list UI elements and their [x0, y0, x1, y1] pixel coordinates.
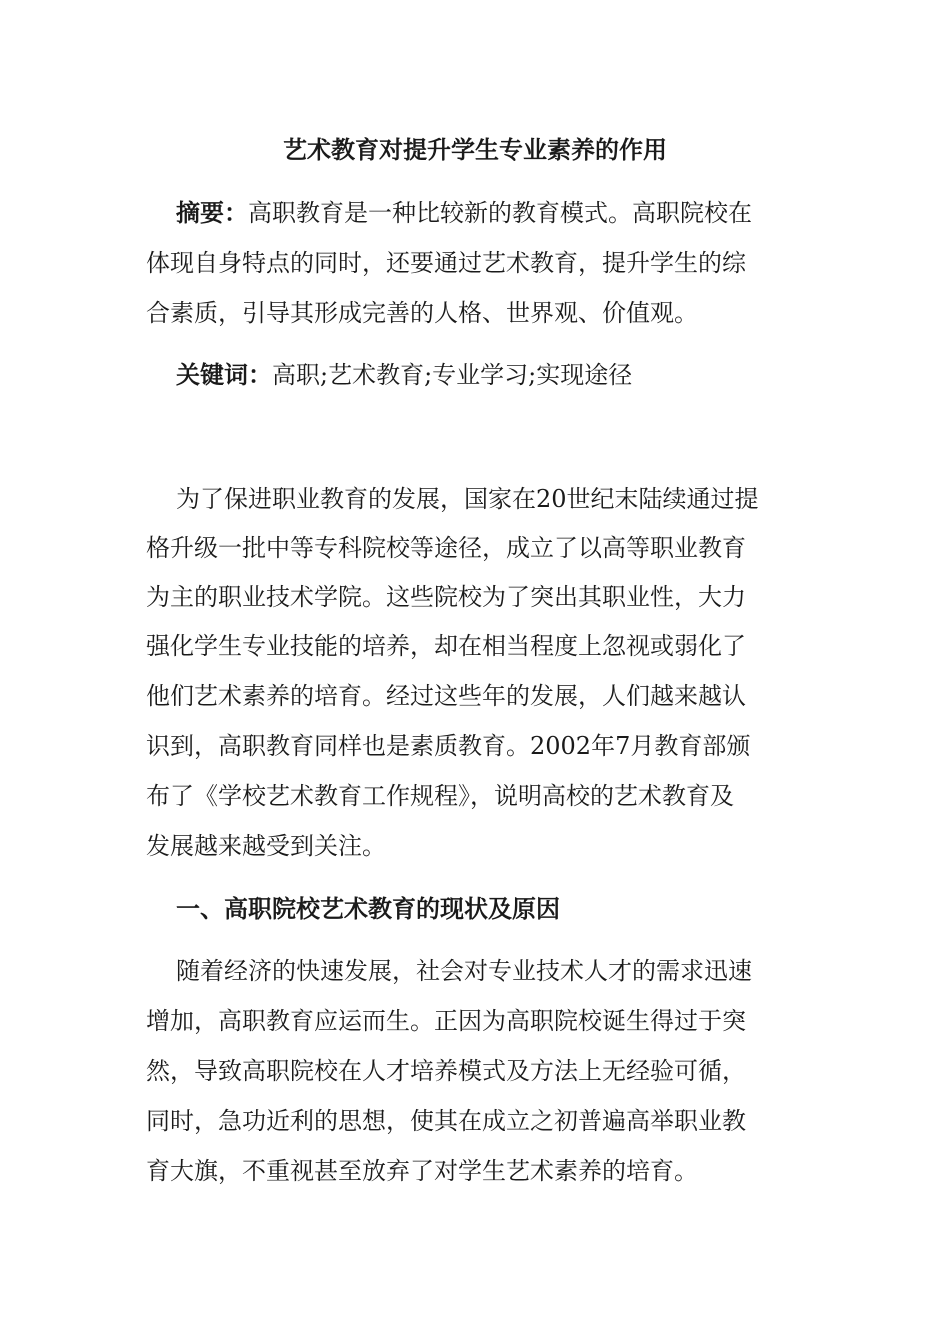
section-heading: 一、高职院校艺术教育的现状及原因 — [176, 894, 560, 923]
keywords-label: 关键词： — [176, 360, 272, 389]
abstract-line-2: 体现自身特点的同时，还要通过艺术教育，提升学生的综 — [146, 249, 746, 277]
abstract-line-3: 合素质，引导其形成完善的人格、世界观、价值观。 — [146, 299, 698, 327]
section-line-4: 同时，急功近利的思想，使其在成立之初普遍高举职业教 — [146, 1107, 746, 1135]
intro-line-3: 为主的职业技术学院。这些院校为了突出其职业性，大力 — [146, 583, 746, 611]
section-line-5: 育大旗，不重视甚至放弃了对学生艺术素养的培育。 — [146, 1157, 698, 1185]
keywords-line — [176, 355, 632, 395]
intro-line-8: 发展越来越受到关注。 — [146, 832, 386, 860]
abstract-text: 高职教育是一种比较新的教育模式。高职院校在 — [248, 199, 752, 227]
section-line-3: 然，导致高职院校在人才培养模式及方法上无经验可循， — [146, 1057, 746, 1085]
intro-line-1: 为了保进职业教育的发展，国家在20世纪末陆续通过提 — [176, 485, 759, 513]
intro-line-6: 识到，高职教育同样也是素质教育。2002年7月教育部颁 — [146, 732, 751, 760]
intro-line-7: 布了《学校艺术教育工作规程》，说明高校的艺术教育及 — [146, 782, 734, 810]
keywords-text: 高职;艺术教育;专业学习;实现途径 — [272, 361, 633, 389]
document-title: 艺术教育对提升学生专业素养的作用 — [283, 135, 667, 164]
intro-line-4: 强化学生专业技能的培养，却在相当程度上忽视或弱化了 — [146, 632, 746, 660]
section-line-2: 增加，高职教育应运而生。正因为高职院校诞生得过于突 — [146, 1007, 746, 1035]
abstract-line-1 — [176, 193, 752, 233]
section-line-1: 随着经济的快速发展，社会对专业技术人才的需求迅速 — [176, 957, 752, 985]
abstract-label: 摘要： — [176, 198, 248, 227]
intro-line-2: 格升级一批中等专科院校等途径，成立了以高等职业教育 — [146, 534, 746, 562]
intro-line-5: 他们艺术素养的培育。经过这些年的发展，人们越来越认 — [146, 682, 746, 710]
